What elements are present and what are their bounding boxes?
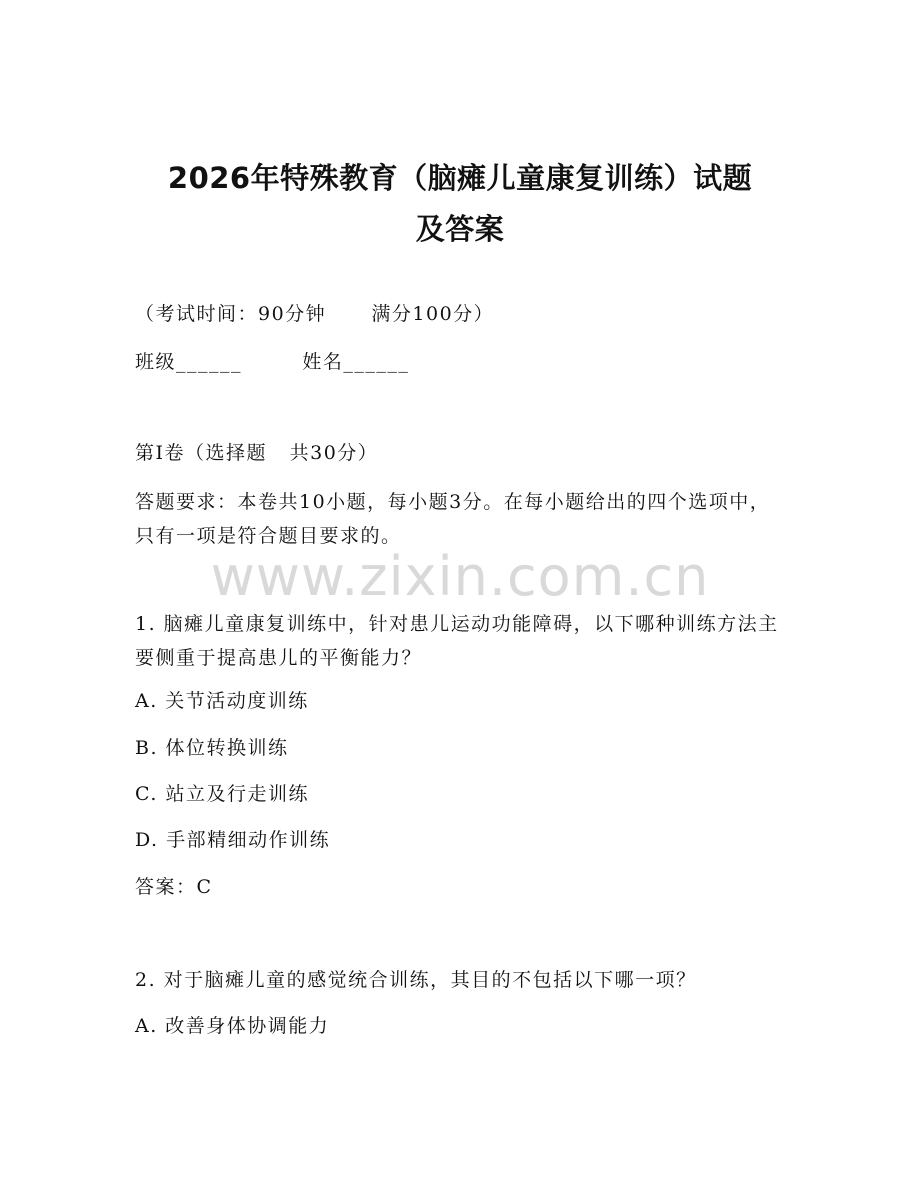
question-2-option-a: A. 改善身体协调能力 (135, 1015, 330, 1037)
question-1-option-d: D. 手部精细动作训练 (135, 829, 331, 851)
question-1-stem: 1. 脑瘫儿童康复训练中，针对患儿运动功能障碍，以下哪种训练方法主要侧重于提高患儿的平衡能力？ (135, 613, 779, 669)
question-1-answer: 答案：C (135, 876, 213, 898)
student-fields: 班级______ 姓名______ (135, 351, 410, 373)
section-heading: 第I卷（选择题 共30分） (135, 442, 379, 464)
question-1-option-b: B. 体位转换训练 (135, 737, 289, 759)
question-1-option-c: C. 站立及行走训练 (135, 783, 309, 805)
question-2-stem: 2. 对于脑瘫儿童的感觉统合训练，其目的不包括以下哪一项？ (135, 969, 697, 991)
question-1-option-a: A. 关节活动度训练 (135, 690, 309, 712)
document-title-line-2: 及答案 (415, 212, 505, 246)
exam-info: （考试时间：90分钟 满分100分） (135, 303, 495, 325)
document-title-line-1: 2026年特殊教育（脑瘫儿童康复训练）试题 (167, 161, 753, 195)
instructions: 答题要求：本卷共10小题，每小题3分。在每小题给出的四个选项中，只有一项是符合题目要求的。 (135, 491, 771, 547)
watermark: www.zixin.com.cn (210, 545, 710, 608)
